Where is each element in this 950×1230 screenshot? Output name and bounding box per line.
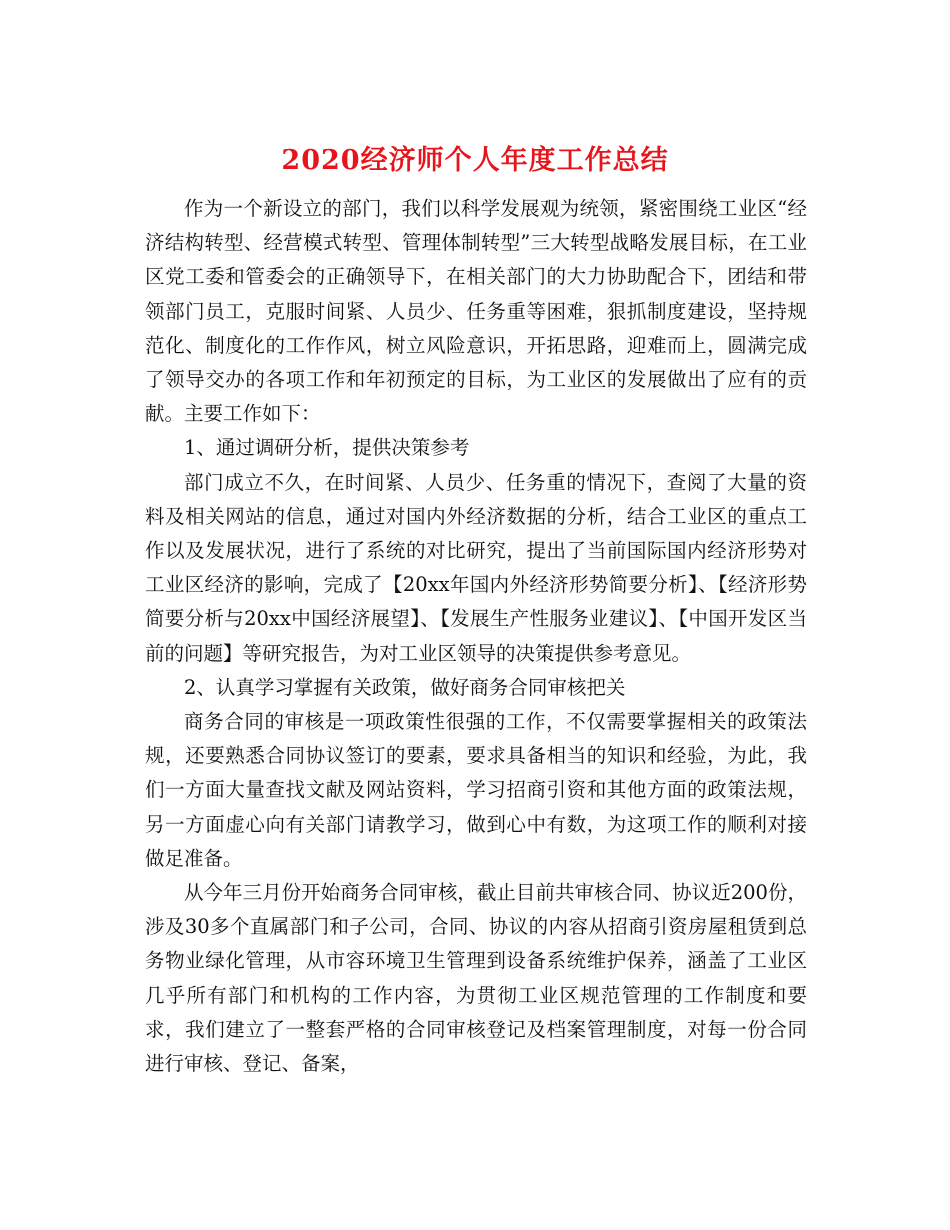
document-body — [145, 192, 807, 1081]
paragraph-contract-stats: 从今年三月份开始商务合同审核，截止目前共审核合同、协议近200份，涉及30多个直属部门和子公司，合同、协议的内容从招商引资房屋租赁到总务物业绿化管理，从市容环境卫生管理到设备系统维护保养，涵盖了工业区几乎所有部门和机构的工作内容，为贯彻工业区规范管理的工作制度和要求，我们建立了一整套严格的合同审核登记及档案管理制度，对每一份合同进行审核、登记、备案， — [145, 881, 807, 1076]
section-heading-1: 1、通过调研分析，提供决策参考 — [184, 436, 470, 460]
paragraph-research: 部门成立不久，在时间紧、人员少、任务重的情况下，查阅了大量的资料及相关网站的信息，通过对国内外经济数据的分析，结合工业区的重点工作以及发展状况，进行了系统的对比研究，提出了当前国际国内经济形势对工业区经济的影响，完成了【20xx年国内外经济形势简要分析】、【经济形势简要分析与20xx中国经济展望】、【发展生产性服务业建议】、【中国开发区当前的问题】等研究报告，为对工业区领导的决策提供参考意见。 — [145, 470, 807, 665]
paragraph-contract-review: 商务合同的审核是一项政策性很强的工作，不仅需要掌握相关的政策法规，还要熟悉合同协议签订的要素，要求具备相当的知识和经验，为此，我们一方面大量查找文献及网站资料，学习招商引资和其他方面的政策法规，另一方面虚心向有关部门请教学习，做到心中有数，为这项工作的顺利对接做足准备。 — [145, 710, 807, 870]
paragraph-intro: 作为一个新设立的部门，我们以科学发展观为统领，紧密围绕工业区“经济结构转型、经营模式转型、管理体制转型”三大转型战略发展目标，在工业区党工委和管委会的正确领导下，在相关部门的大力协助配合下，团结和带领部门员工，克服时间紧、人员少、任务重等困难，狠抓制度建设，坚持规范化、制度化的工作作风，树立风险意识，开拓思路，迎难而上，圆满完成了领导交办的各项工作和年初预定的目标，为工业区的发展做出了应有的贡献。主要工作如下： — [145, 197, 807, 426]
document-title: 2020经济师个人年度工作总结 — [281, 145, 669, 176]
section-heading-2: 2、认真学习掌握有关政策，做好商务合同审核把关 — [184, 675, 626, 699]
